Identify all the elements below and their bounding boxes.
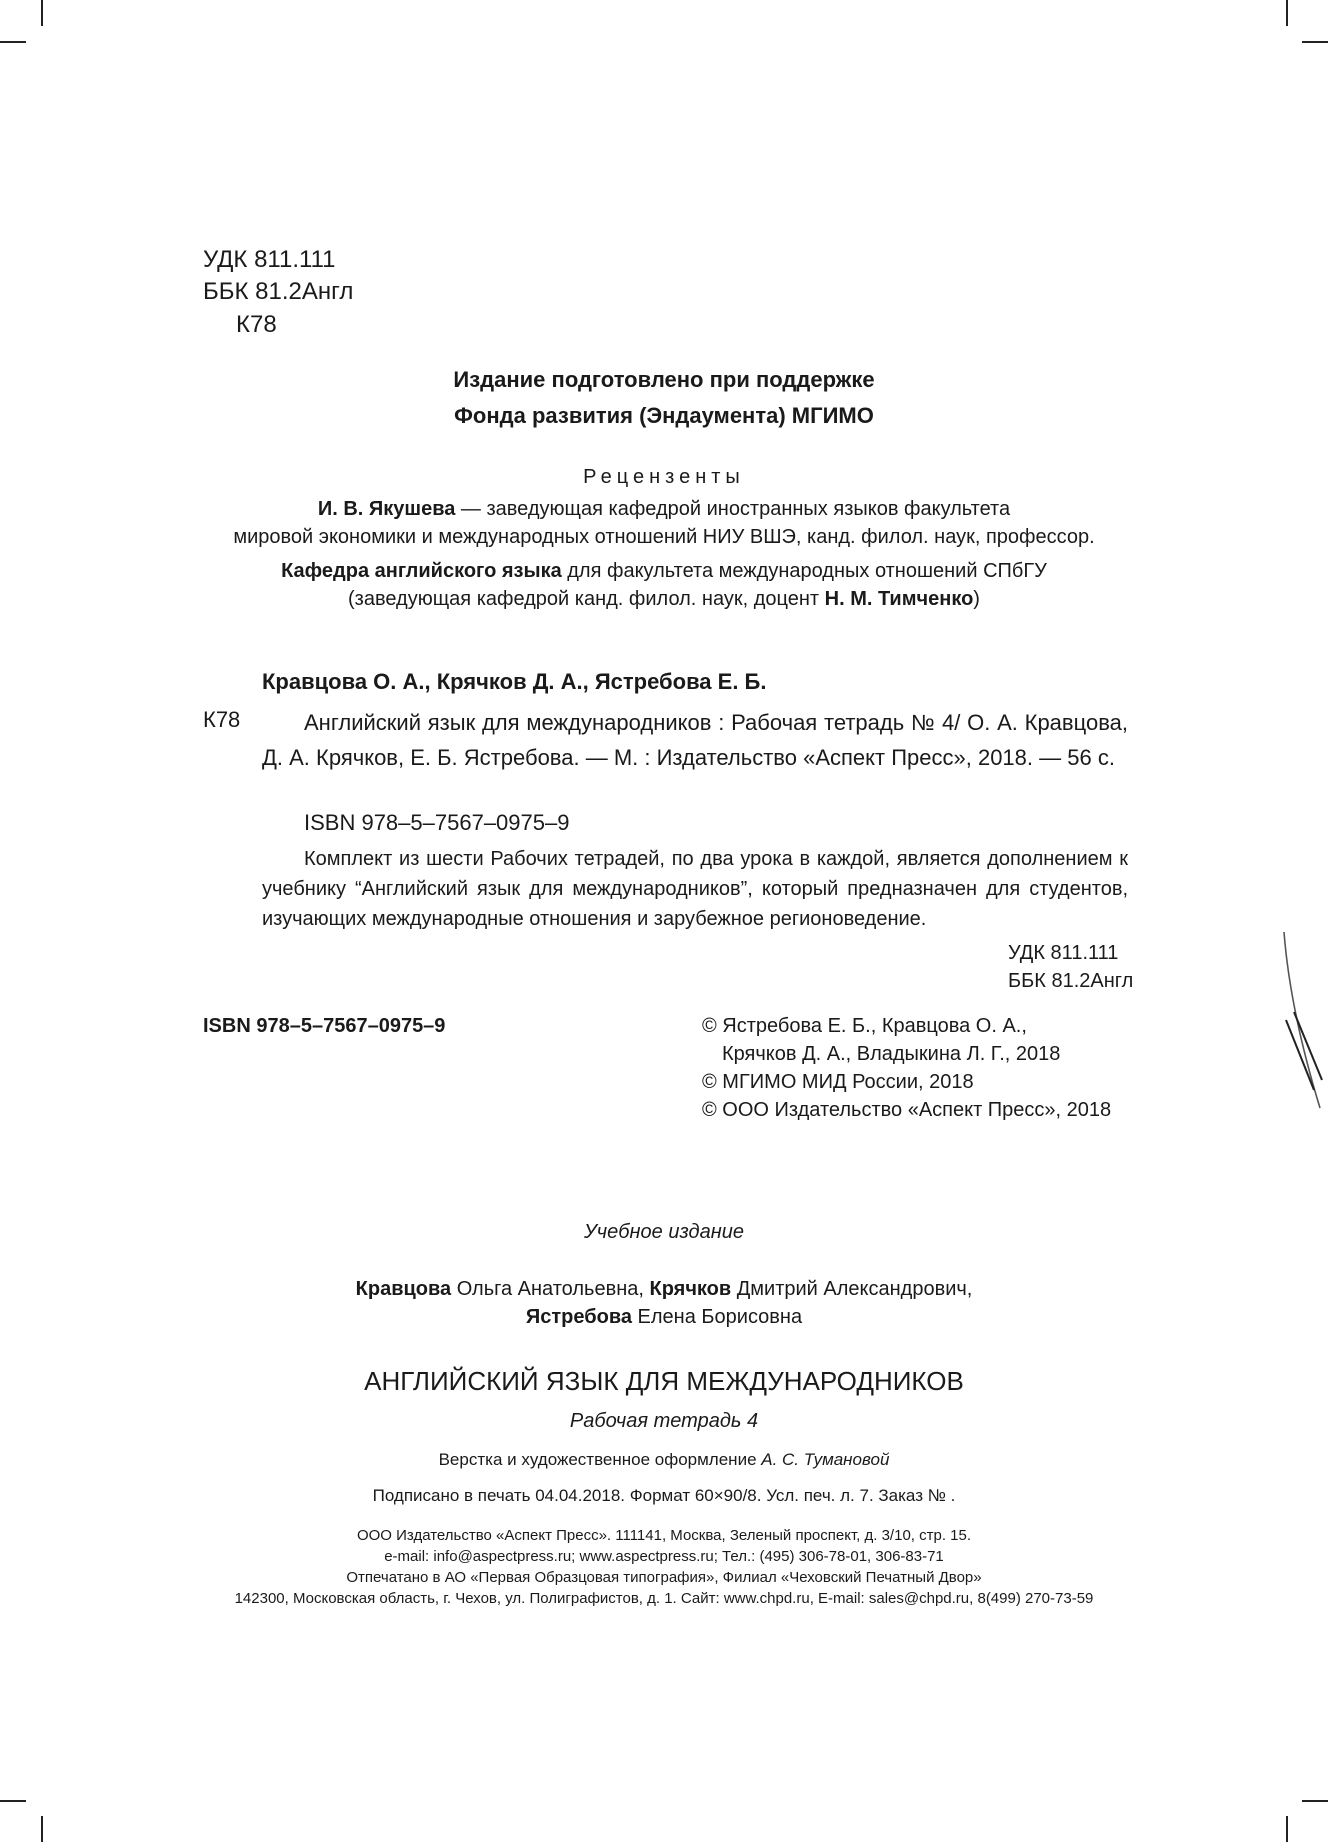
copyright-3: © ООО Издательство «Аспект Пресс», 2018 [702,1099,1112,1121]
registration-marks [1270,920,1328,1120]
layout-label: Верстка и художественное оформление [438,1450,762,1469]
reviewer-1-text: — заведующая кафедрой иностранных языков факультета [455,498,1011,520]
crop-mark-top-right-h [1302,41,1328,43]
udk-code: УДК 811.111 [203,246,336,273]
book-title: АНГЛИЙСКИЙ ЯЗЫК ДЛЯ МЕЖДУНАРОДНИКОВ [364,1366,964,1396]
crop-mark-bottom-left-v [41,1816,43,1842]
crop-mark-bottom-right-h [1302,1800,1328,1802]
imprint-authors-line-2 [0,1306,1328,1329]
copyright-1b: Крячков Д. А., Владыкина Л. Г., 2018 [722,1043,1061,1065]
reviewer-2-line-2 [0,588,1328,611]
reviewers-heading: Рецензенты [583,466,745,488]
printer-line-1: Отпечатано в АО «Первая Образцовая типография», Филиал «Чеховский Печатный Двор» [346,1569,982,1586]
bib-bbk: ББК 81.2Англ [1008,970,1134,992]
support-line-2: Фонда развития (Эндаумента) МГИМО [454,403,874,428]
print-info: Подписано в печать 04.04.2018. Формат 60×90/8. Усл. печ. л. 7. Заказ № . [372,1486,956,1505]
book-subtitle: Рабочая тетрадь 4 [569,1410,759,1432]
bib-authors: Кравцова О. А., Крячков Д. А., Ястребова Е. Б. [262,669,767,694]
author-2-name: Дмитрий Александрович, [731,1278,973,1300]
bib-annotation: Комплект из шести Рабочих тетрадей, по два урока в каждой, является дополнением к учебнику “Английский язык для международников”, который предназначен для студентов, изучающих международные отношения и зарубежное регионоведение. [262,848,1128,930]
imprint-authors-line-1 [0,1278,1328,1301]
crop-mark-bottom-left-h [0,1800,26,1802]
bib-description: Английский язык для международников : Рабочая тетрадь № 4/ О. А. Кравцова, Д. А. Крячков, Е. Б. Ястребова. — М. : Издательство «Аспект Пресс», 2018. — 56 с. [262,710,1128,770]
reviewer-1-line-1 [0,498,1328,521]
author-2-surname: Крячков [649,1278,732,1300]
reviewer-2-text: для факультета международных отношений СПбГУ [561,560,1047,582]
isbn-main: ISBN 978–5–7567–0975–9 [203,1015,446,1037]
reviewer-1-line-2: мировой экономики и международных отношений НИУ ВШЭ, канд. филол. наук, профессор. [233,526,1095,548]
reviewer-2-line-1 [0,560,1328,583]
reviewer-2-name: Кафедра английского языка [281,560,562,582]
bib-isbn: ISBN 978–5–7567–0975–9 [304,810,570,835]
copyright-1: © Ястребова Е. Б., Кравцова О. А., [702,1015,1027,1037]
author-3-surname: Ястребова [525,1306,632,1328]
crop-mark-top-left-v [41,0,43,26]
crop-mark-bottom-right-v [1286,1816,1288,1842]
support-line-1: Издание подготовлено при поддержке [453,367,875,392]
copyright-2: © МГИМО МИД России, 2018 [702,1071,974,1093]
author-3-name: Елена Борисовна [631,1306,803,1328]
crop-mark-top-left-h [0,41,26,43]
reviewer-2-post: ) [973,588,980,610]
publisher-line-1: ООО Издательство «Аспект Пресс». 111141, Москва, Зеленый проспект, д. 3/10, стр. 15. [356,1527,972,1544]
bib-udk: УДК 811.111 [1008,942,1119,964]
printer-line-2: 142300, Московская область, г. Чехов, ул. Полиграфистов, д. 1. Сайт: www.chpd.ru, E-mail: sales@chpd.ru, 8(499) 270-73-59 [234,1590,1094,1607]
author-1-surname: Кравцова [355,1278,452,1300]
author-mark: К78 [236,311,277,338]
bbk-code: ББК 81.2Англ [203,278,354,305]
reviewer-1-name: И. В. Якушева [317,498,456,520]
author-1-name: Ольга Анатольевна, [451,1278,650,1300]
reviewer-2-pre: (заведующая кафедрой канд. филол. наук, доцент [348,588,825,610]
layout-credit [0,1450,1328,1470]
bib-mark: К78 [203,707,241,732]
crop-mark-top-right-v [1286,0,1288,26]
edition-type: Учебное издание [584,1221,744,1243]
publisher-line-2: e-mail: info@aspectpress.ru; www.aspectpress.ru; Тел.: (495) 306-78-01, 306-83-71 [384,1548,944,1565]
layout-person: А. С. Тумановой [761,1450,890,1469]
reviewer-2-head: Н. М. Тимченко [824,588,974,610]
